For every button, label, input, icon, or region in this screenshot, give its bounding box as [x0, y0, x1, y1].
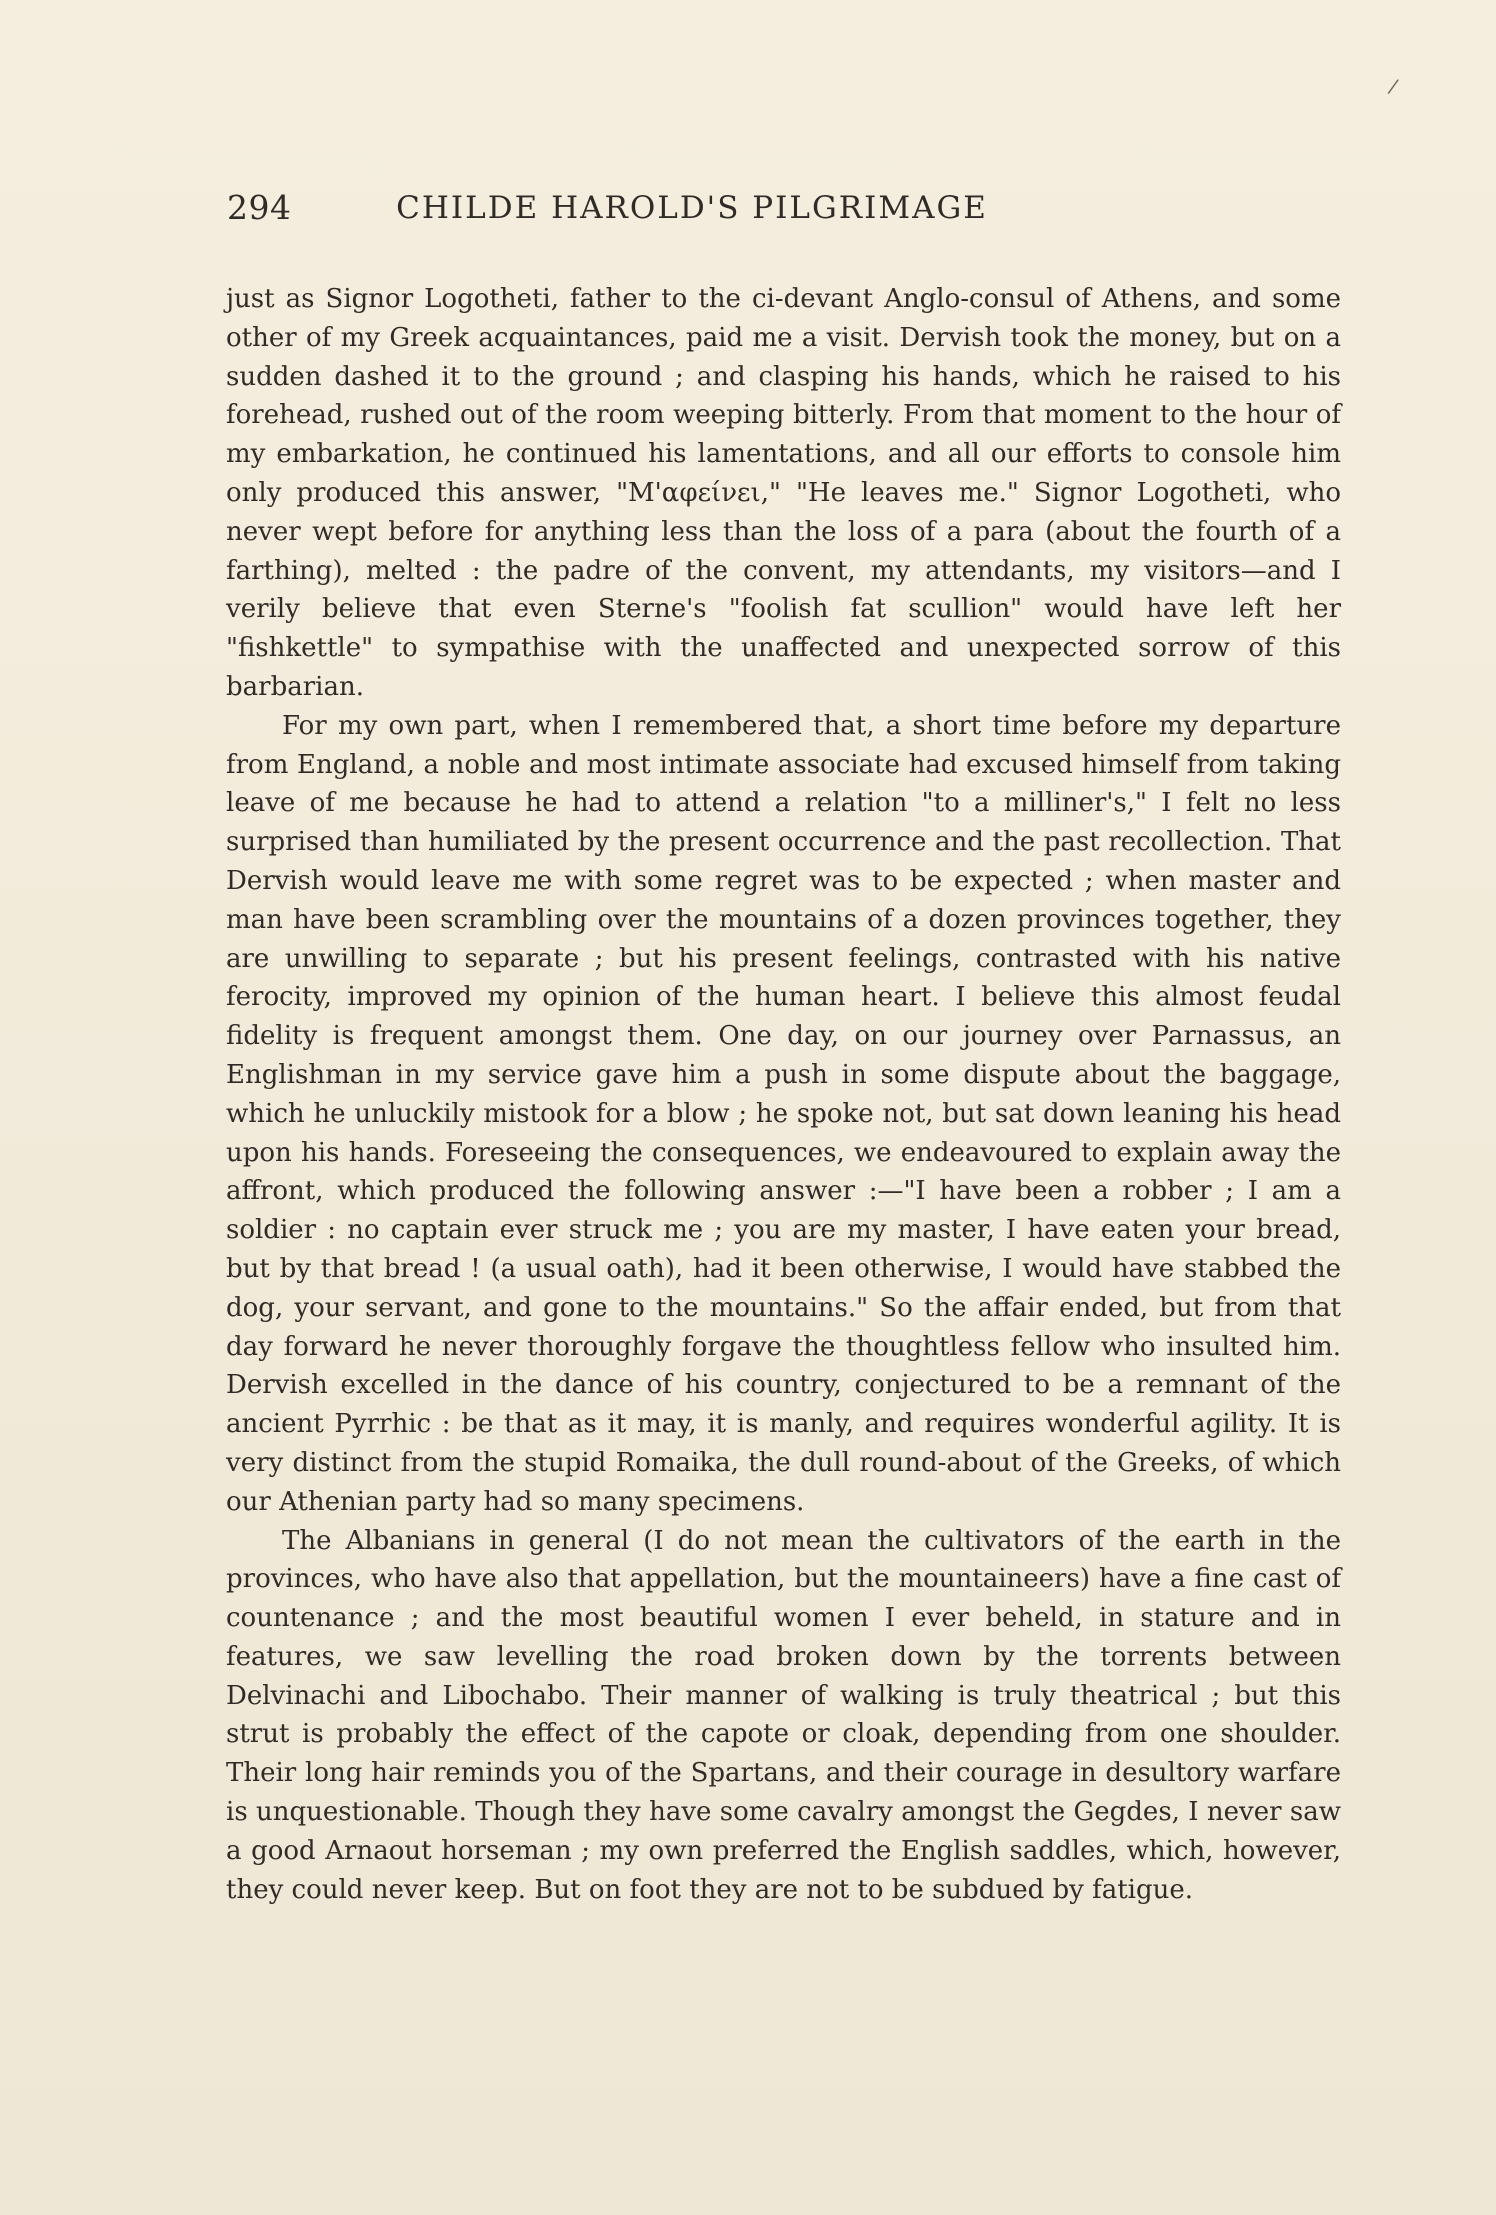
paragraph-dervish-farewell: just as Signor Logotheti, father to the ci-devant Anglo-consul of Athens, and some other of my Greek acquaintances, paid me a visit. Dervish took the money, but on a sudden dashed it to the ground ; and clasping his hands, which he raised to his forehead, rushed out of the room weeping bitterly. From that moment to the hour of my embarkation, he continued his lamentations, and all our efforts to console him only produced this answer, "M'αφείνει," "He leaves me." Signor Logotheti, who never wept before for anything less than the loss of a para (about the fourth of a farthing), melted : the padre of the convent, my attendants, my visitors—and I verily believe that even Sterne's "foolish fat scullion" would have left her "fishkettle" to sympathise with the unaffected and unexpected sorrow of this barbarian. — [226, 284, 1341, 702]
body-text — [226, 280, 1341, 1909]
paragraph-albanians: The Albanians in general (I do not mean the cultivators of the earth in the provinces, who have also that appellation, but the mountaineers) have a fine cast of countenance ; and the most beautiful women I ever beheld, in stature and in features, we saw levelling the road broken down by the torrents between Delvinachi and Libochabo. Their manner of walking is truly theatrical ; but this strut is probably the effect of the capote or cloak, depending from one shoulder. Their long hair reminds you of the Spartans, and their courage in desultory warfare is unquestionable. Though they have some cavalry amongst the Gegdes, I never saw a good Arnaout horseman ; my own preferred the English saddles, which, however, they could never keep. But on foot they are not to be subdued by fatigue. — [226, 1525, 1341, 1905]
stray-pencil-mark: / — [1386, 73, 1401, 99]
running-title: CHILDE HAROLD'S PILGRIMAGE — [396, 190, 988, 226]
paragraph-fidelity: For my own part, when I remembered that, a short time before my departure from England, a noble and most intimate associate had excused himself from taking leave of me because he had to attend a relation "to a milliner's," I felt no less surprised than humiliated by the present occurrence and the past recollection. That Dervish would leave me with some regret was to be expected ; when master and man have been scrambling over the mountains of a dozen provinces together, they are unwilling to separate ; but his present feelings, contrasted with his native ferocity, improved my opinion of the human heart. I believe this almost feudal fidelity is frequent amongst them. One day, on our journey over Parnassus, an Englishman in my service gave him a push in some dispute about the baggage, which he unluckily mistook for a blow ; he spoke not, but sat down leaning his head upon his hands. Foreseeing the consequences, we endeavoured to explain away the affront, which produced the following answer :—"I have been a robber ; I am a soldier : no captain ever struck me ; you are my master, I have eaten your bread, but by that bread ! (a usual oath), had it been otherwise, I would have stabbed the dog, your servant, and gone to the mountains." So the affair ended, but from that day forward he never thoroughly forgave the thoughtless fellow who insulted him. Dervish excelled in the dance of his country, conjectured to be a remnant of the ancient Pyrrhic : be that as it may, it is manly, and requires wonderful agility. It is very distinct from the stupid Romaika, the dull round-about of the Greeks, of which our Athenian party had so many specimens. — [226, 710, 1341, 1517]
page-header — [227, 186, 1057, 230]
page-number: 294 — [227, 188, 292, 227]
